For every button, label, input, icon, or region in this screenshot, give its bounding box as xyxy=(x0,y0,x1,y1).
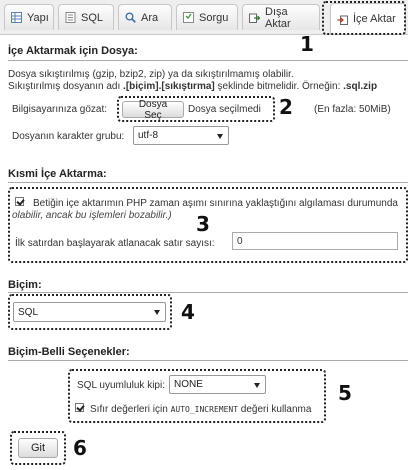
tab-label: İçe Aktar xyxy=(353,13,396,25)
divider xyxy=(8,292,408,293)
marker-6: 6 xyxy=(73,436,87,460)
compat-value: NONE xyxy=(174,379,203,390)
marker-1: 1 xyxy=(300,32,314,56)
divider xyxy=(8,60,408,61)
no-file-text: Dosya seçilmedi xyxy=(188,104,261,115)
charset-select[interactable] xyxy=(133,126,229,145)
go-button[interactable]: Git xyxy=(18,438,58,458)
marker-4: 4 xyxy=(181,300,195,324)
tab-export[interactable] xyxy=(242,4,320,30)
label-text: değeri kullanma xyxy=(238,404,312,415)
chevron-down-icon xyxy=(154,310,160,315)
max-size-text: (En fazla: 50MiB) xyxy=(314,104,391,115)
skip-rows-label: İlk satırdan başlayarak atlanacak satır sayısı: xyxy=(15,238,215,249)
tab-structure[interactable] xyxy=(4,4,54,30)
allow-interrupt-checkbox[interactable] xyxy=(15,197,24,206)
marker-3: 3 xyxy=(196,212,210,236)
export-icon xyxy=(249,12,260,23)
desc-format: .[biçim].[sıkıştırma] xyxy=(123,81,215,92)
allow-interrupt-hint: olabilir, ancak bu işlemleri bozabilir.) xyxy=(12,210,172,221)
charset-value: utf-8 xyxy=(138,130,159,141)
table-structure-icon xyxy=(11,12,22,23)
compat-select[interactable] xyxy=(169,375,266,394)
chevron-down-icon xyxy=(217,134,223,139)
divider xyxy=(8,360,408,361)
desc-text: şeklinde bitmelidir. Örneğin: xyxy=(214,81,344,92)
format-options-title: Biçim-Belli Seçenekler: xyxy=(8,346,130,358)
search-icon xyxy=(125,12,136,23)
choose-file-button[interactable]: Dosya Seç xyxy=(122,101,184,118)
tab-label: Ara xyxy=(141,11,159,24)
marker-2: 2 xyxy=(279,95,293,119)
compat-label: SQL uyumluluk kipi: xyxy=(77,380,165,391)
highlight-box-1 xyxy=(322,1,406,35)
tab-label: SQL xyxy=(81,11,104,24)
query-icon xyxy=(183,12,194,23)
desc-example: .sql.zip xyxy=(343,81,378,92)
charset-label: Dosyanın karakter grubu: xyxy=(12,131,125,142)
file-description-line1: Dosya sıkıştırılmış (gzip, bzip2, zip) ya da sıkıştırılmamış olabilir. xyxy=(8,69,294,80)
browse-label: Bilgisayarınıza gözat: xyxy=(12,104,108,115)
format-section-title: Biçim: xyxy=(8,279,42,291)
divider xyxy=(8,182,408,183)
format-select[interactable] xyxy=(13,302,166,322)
skip-rows-input[interactable] xyxy=(232,232,398,250)
tab-label: Yapı xyxy=(27,11,49,24)
auto-increment-code: AUTO_INCREMENT xyxy=(170,405,239,414)
tab-label: Sorgu xyxy=(199,11,229,24)
chevron-down-icon xyxy=(254,383,260,388)
partial-section-title: Kısmi İçe Aktarma: xyxy=(8,168,107,180)
tab-search[interactable] xyxy=(118,4,172,30)
tab-label: Dışa Aktar xyxy=(265,5,291,30)
file-section-title: İçe Aktarmak için Dosya: xyxy=(8,45,138,57)
desc-text: Sıkıştırılmış dosyanın adı xyxy=(8,81,124,92)
marker-5: 5 xyxy=(338,381,352,405)
tab-sql[interactable] xyxy=(58,4,114,30)
no-auto-value-zero-checkbox[interactable] xyxy=(75,403,84,412)
tab-query[interactable] xyxy=(176,4,238,30)
allow-interrupt-label: Betiğin içe aktarımın PHP zaman aşımı sınırına yaklaştığını algılaması durumunda xyxy=(33,198,398,209)
file-description-line2 xyxy=(8,81,377,92)
sql-icon xyxy=(65,12,76,23)
label-text: Sıfır değerleri için xyxy=(90,404,171,415)
format-value: SQL xyxy=(18,306,39,318)
no-auto-value-zero-label xyxy=(90,404,311,415)
